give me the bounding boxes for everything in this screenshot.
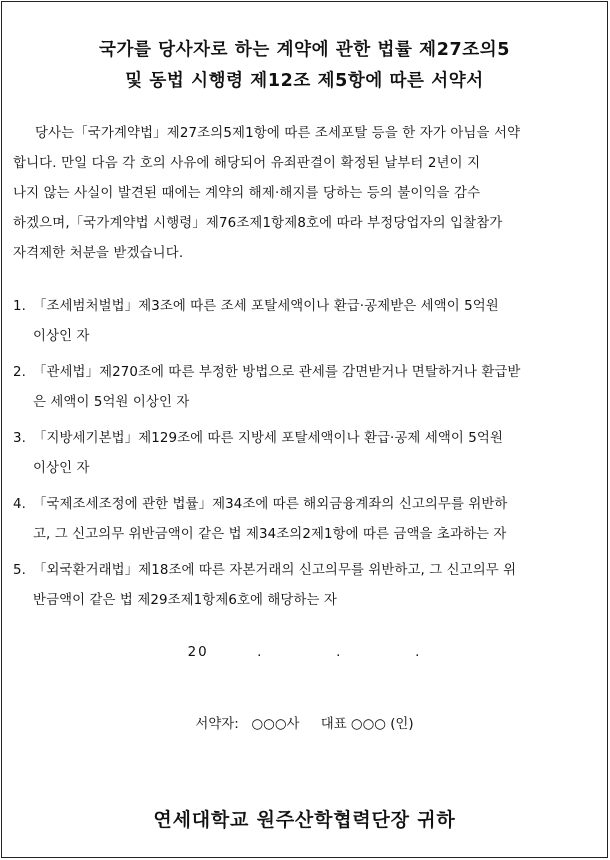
item-line: 「국제조세조정에 관한 법률」제34조에 따른 해외금융계좌의 신고의무를 위반하 <box>33 497 508 512</box>
item-line: 「관세법」제270조에 따른 부정한 방법으로 관세를 감면받거나 면탈하거나 환급받 <box>33 365 521 380</box>
item-number: 2. <box>13 365 26 380</box>
item-number: 3. <box>13 431 26 446</box>
list-item <box>13 424 598 484</box>
intro-line: 나지 않는 사실이 발견된 때에는 계약의 해제·해지를 당하는 등의 불이익을 감수 <box>13 186 481 201</box>
intro-line: 하겠으며,「국가계약법 시행령」제76조제1항제8호에 따라 부정당업자의 입찰참가 <box>13 216 503 231</box>
intro-line: 당사는「국가계약법」제27조의5제1항에 따른 조세포탈 등을 한 자가 아님을 서약 <box>35 126 521 141</box>
item-number: 4. <box>13 497 26 512</box>
item-line: 「지방세기본법」제129조에 따른 지방세 포탈세액이나 환급·공제 세액이 5억원 <box>33 431 503 446</box>
item-line: 「조세범처벌법」제3조에 따른 조세 포탈세액이나 환급·공제받은 세액이 5억원 <box>33 299 499 314</box>
list-item <box>13 358 598 418</box>
addressee: 연세대학교 원주산학협력단장 귀하 <box>153 809 456 831</box>
title-line-1: 국가를 당사자로 하는 계약에 관한 법률 제27조의5 <box>98 40 511 60</box>
item-line: 고, 그 신고의무 위반금액이 같은 법 제34조의2제1항에 따른 금액을 초과하는 자 <box>33 527 507 542</box>
intro-line: 자격제한 처분을 받겠습니다. <box>13 246 184 261</box>
date-line: 20 . . . <box>187 645 422 660</box>
list-item <box>13 556 598 616</box>
list-item <box>13 490 598 550</box>
pledge-document <box>1 1 608 858</box>
intro-line: 합니다. 만일 다음 각 호의 사유에 해당되어 유죄판결이 확정된 날부터 2년이 지 <box>13 156 481 171</box>
intro-paragraph <box>13 119 598 269</box>
signer-line: 서약자: ○○○사 대표 ○○○ (인) <box>195 717 414 732</box>
item-number: 5. <box>13 563 26 578</box>
item-line: 이상인 자 <box>33 329 90 344</box>
title-line-2: 및 동법 시행령 제12조 제5항에 따른 서약서 <box>125 71 484 91</box>
list-item <box>13 292 598 352</box>
item-number: 1. <box>13 299 26 314</box>
item-line: 반금액이 같은 법 제29조제1항제6호에 해당하는 자 <box>33 593 337 608</box>
item-line: 「외국환거래법」제18조에 따른 자본거래의 신고의무를 위반하고, 그 신고의무 위 <box>33 563 517 578</box>
condition-list <box>13 292 598 622</box>
item-line: 은 세액이 5억원 이상인 자 <box>33 395 190 410</box>
item-line: 이상인 자 <box>33 461 90 476</box>
